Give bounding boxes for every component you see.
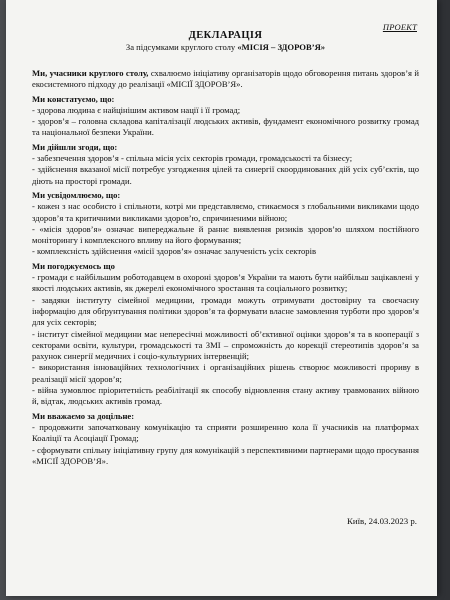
section-item: - «місія здоров’я» означає випереджальне й раннє виявлення ризиків здоров’ю шляхом постійного моніторингу і комплексного впливу на його формування; xyxy=(32,223,419,246)
section-heading: Ми вважаємо за доцільне: xyxy=(32,410,135,421)
subtitle-prefix: За підсумками круглого столу xyxy=(125,42,238,52)
section-item: - здійснення вказаної місії потребує узгодження цілей та синергії скоординованих дій усіх суб’єктів, що діють на просторі громади. xyxy=(32,164,419,186)
section-item: - використання інноваційних технологічних і організаційних рішень створює можливості прориву в реалізації місії здоров’я; xyxy=(32,362,419,384)
section-item: - кожен з нас особисто і спільноти, котрі ми представляємо, стикаємося з глобальними викликами щодо здоров’я та критичними викликами здоров’ю, спричиненими війною; xyxy=(32,201,419,223)
document-title: ДЕКЛАРАЦІЯ xyxy=(188,30,263,41)
document-page xyxy=(6,0,437,596)
section-heading: Ми усвідомлюємо, що: xyxy=(32,189,121,200)
section-heading: Ми констатуємо, що: xyxy=(32,93,115,104)
section-agreed xyxy=(32,142,419,187)
section-realize xyxy=(32,190,419,258)
intro-text: схвалюємо ініціативу організаторів щодо обговорення питань здоров’я й екосистемного підходу до реалізації «МІСІЇ ЗДОРОВ’Я». xyxy=(32,68,419,90)
intro-bold: Ми, учасники круглого столу, xyxy=(32,68,149,78)
draft-stamp: ПРОЕКТ xyxy=(382,22,417,32)
subtitle-event-name: «МІСІЯ – ЗДОРОВ’Я» xyxy=(237,42,326,52)
section-item: - війна зумовлює пріоритетність реабілітації як способу відновлення стану активу травмованих війною й, відтак, людських активів громад. xyxy=(32,385,419,407)
section-item: - громади є найбільшим роботодавцем в охороні здоров’я України та мають бути найбільш зацікавлені у якості людських активів, як джерелі економічного зростання та соціального розвитку; xyxy=(32,272,419,294)
section-item: - комплексність здійснення «місії здоров’я» означає залученість усіх секторів xyxy=(32,246,317,257)
section-item: - сформувати спільну ініціативну групу для комунікацій з перспективними партнерами щодо просування «МІСІЇ ЗДОРОВ’Я». xyxy=(32,444,419,466)
section-constate xyxy=(32,94,419,139)
section-item: - здорова людина є найцінішим активом нації і її громад; xyxy=(32,104,241,115)
section-item: - забезпечення здоров’я - спільна місія усіх секторів громади, громадськості та бізнесу; xyxy=(32,153,353,164)
section-heading: Ми дійшли згоди, що: xyxy=(32,141,118,152)
section-proposals xyxy=(32,411,419,467)
section-consent xyxy=(32,261,419,408)
place-date-signature: Київ, 24.03.2023 р. xyxy=(347,516,417,526)
document-subtitle xyxy=(32,42,419,52)
section-item: - продовжити започатковану комунікацію та сприяти розширенню кола її учасників на платформах Коаліції та Асоціації Громад; xyxy=(32,421,419,444)
section-item: - завдяки інституту сімейної медицини, громади можуть отримувати достовірну та своєчасну інформацію для обґрунтування політики здоров’я та формувати власне замовлення турботи про здоров’я для усіх секторів; xyxy=(32,294,419,328)
section-item: - здоров’я – головна складова капіталізації людських активів, фундамент економічного розвитку громад та національної безпеки України. xyxy=(32,116,419,138)
intro-paragraph xyxy=(32,68,419,91)
section-item: - інститут сімейної медицини має непересічні можливості об’єктивної оцінки здоров’я та в кооперації з секторами освіти, культури, громадськості та ЗМІ – спроможність до корекції стереотипів здоров’я за рахунок синергії медичних і соціо-культурних інтервенцій; xyxy=(32,328,419,362)
section-heading: Ми погоджуємось що xyxy=(32,260,115,271)
